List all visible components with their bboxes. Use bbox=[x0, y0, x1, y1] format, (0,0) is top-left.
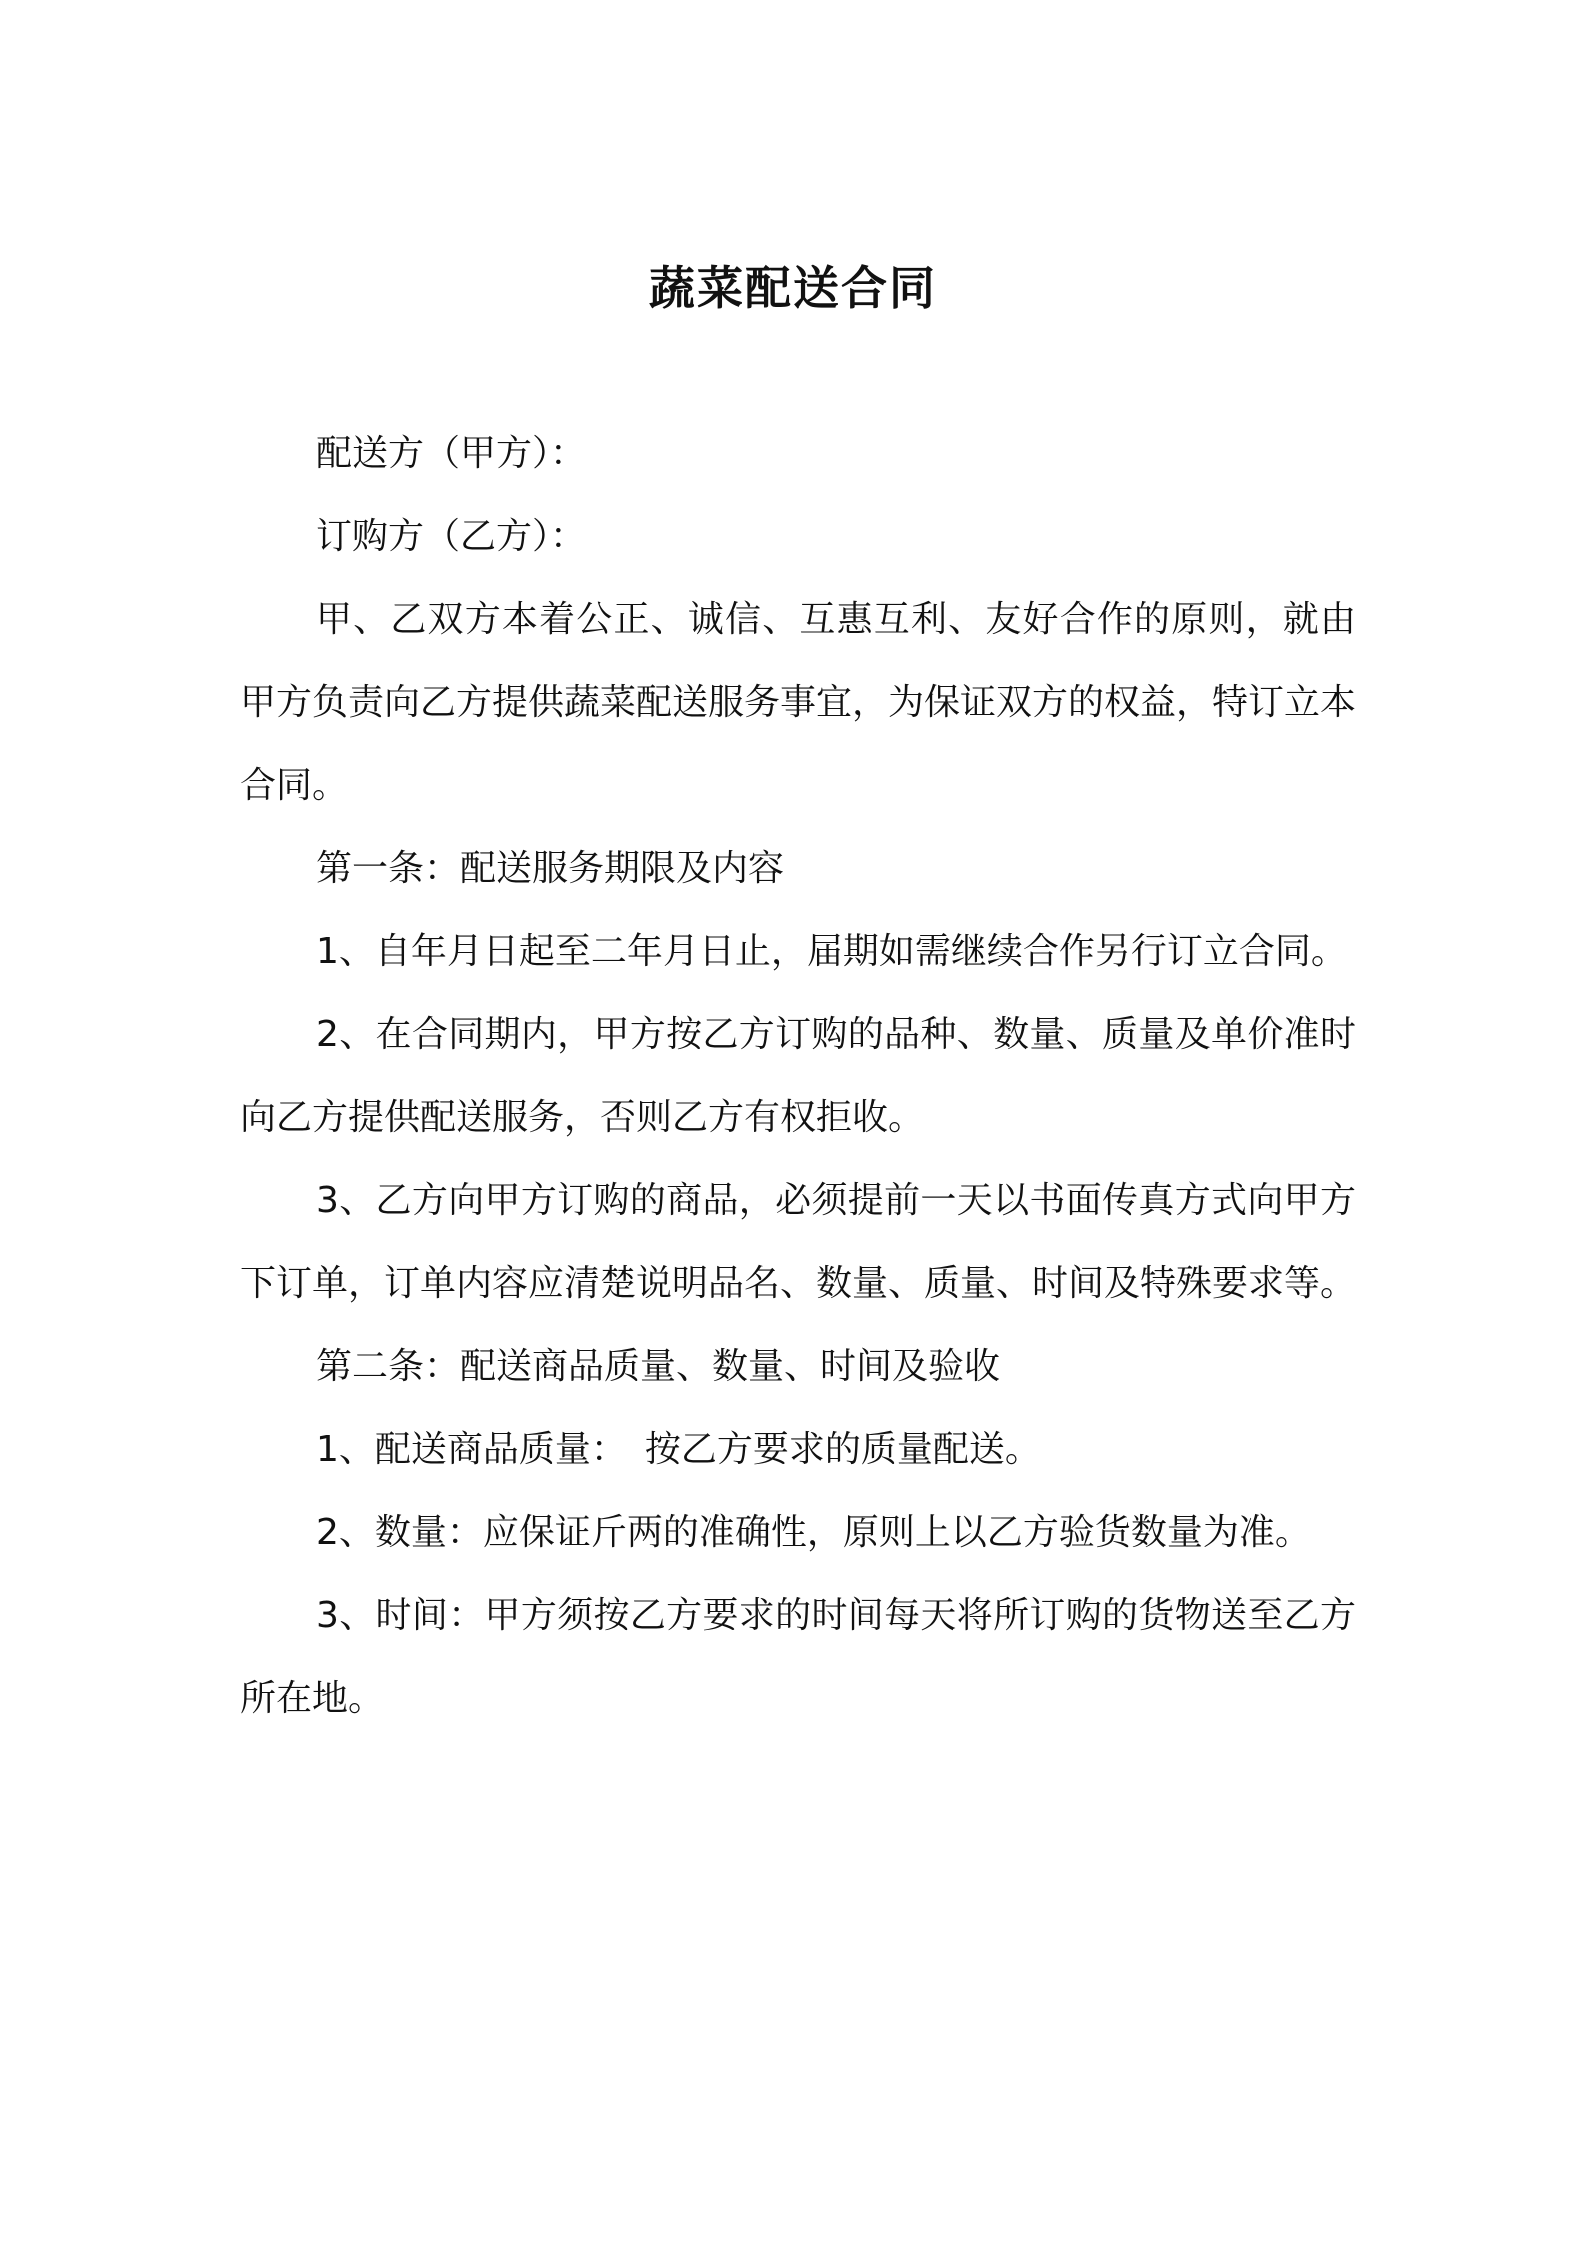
article-1-clause-2: 2、在合同期内，甲方按乙方订购的品种、数量、质量及单价准时向乙方提供配送服务，否则乙方有权拒收。 bbox=[240, 1014, 1356, 1138]
article-1-heading: 第一条：配送服务期限及内容 bbox=[316, 848, 785, 889]
article-2-clause-2: 2、数量：应保证斤两的准确性，原则上以乙方验货数量为准。 bbox=[316, 1512, 1311, 1553]
party-a-line: 配送方（甲方）： bbox=[316, 433, 587, 474]
article-2-clause-1: 1、配送商品质量： 按乙方要求的质量配送。 bbox=[316, 1429, 1041, 1470]
preamble-paragraph: 甲、乙双方本着公正、诚信、互惠互利、友好合作的原则，就由甲方负责向乙方提供蔬菜配送服务事宜，为保证双方的权益，特订立本合同。 bbox=[240, 599, 1357, 806]
article-1-clause-1: 1、自年月日起至二年月日止，届期如需继续合作另行订立合同。 bbox=[316, 931, 1347, 972]
article-1-clause-3: 3、乙方向甲方订购的商品，必须提前一天以书面传真方式向甲方下订单，订单内容应清楚说明品名、数量、质量、时间及特殊要求等。 bbox=[240, 1180, 1357, 1304]
document-body bbox=[240, 412, 1356, 1740]
article-2-clause-3: 3、时间：甲方须按乙方要求的时间每天将所订购的货物送至乙方所在地。 bbox=[240, 1595, 1356, 1719]
document-title: 蔬菜配送合同 bbox=[649, 261, 937, 315]
article-2-heading: 第二条：配送商品质量、数量、时间及验收 bbox=[316, 1346, 1001, 1387]
party-b-line: 订购方（乙方）： bbox=[316, 516, 587, 557]
